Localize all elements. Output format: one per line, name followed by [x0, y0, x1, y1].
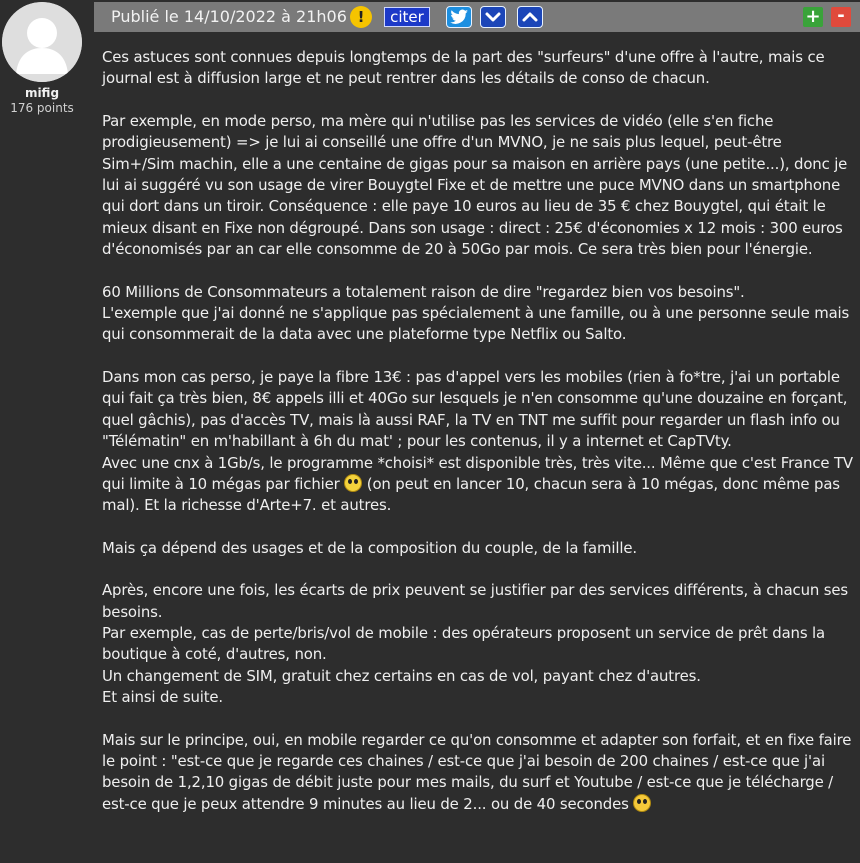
chevron-up-icon [518, 7, 542, 27]
paragraph [102, 111, 858, 261]
text-line: Et ainsi de suite. [102, 688, 224, 707]
quote-button[interactable]: citer [384, 7, 430, 27]
post-header [94, 2, 860, 32]
paragraph [102, 730, 858, 816]
author-panel [0, 0, 84, 115]
text-line: L'exemple que j'ai donné ne s'applique pas spécialement à une famille, ou à une personne seule mais qui consommerait de la data avec une plateforme type Netflix ou Salto. [102, 304, 850, 344]
default-avatar-icon [2, 2, 82, 82]
upvote-button[interactable]: + [803, 7, 823, 27]
comment-body [102, 47, 858, 836]
paragraph [102, 538, 858, 559]
scroll-up-button[interactable] [517, 6, 543, 28]
text-line: Dans mon cas perso, je paye la fibre 13€ : pas d'appel vers les mobiles (rien à fo*tre, j'ai un portable qui fait ça très bien, 8€ appels illi et 40Go sur lesquels je n'en consomme qu'une douzaine en forçant, quel gâchis), pas d'accès TV, mais là aussi RAF, la TV en TNT me suffit pour regarder un flash info ou "Télématin" en m'habillant à 6h du mat' ; pour les contenus, il y a internet et CapTVty. [102, 367, 848, 451]
text-line: Un changement de SIM, gratuit chez certains en cas de vol, payant chez d'autres. [102, 666, 701, 685]
paragraph [102, 580, 858, 708]
twitter-icon [447, 7, 471, 27]
avatar[interactable] [2, 2, 82, 82]
paragraph [102, 282, 858, 346]
text-line: Avec une cnx à 1Gb/s, le programme *choisi* est disponible très, très vite... Même que c'est France TV qui limite à 10 mégas par fichier [102, 453, 853, 493]
report-button[interactable] [350, 6, 372, 28]
scroll-down-button[interactable] [480, 6, 506, 28]
text-line: Mais sur le principe, oui, en mobile regarder ce qu'on consomme et adapter son forfait, et en fixe faire le point : "est-ce que je regarde ces chaines / est-ce que j'ai besoin de 200 chaines / est-ce que j'ai besoin de 1,2,10 gigas de débit juste pour mes mails, du surf et Youtube / est-ce que je télécharge / est-ce que je peux attendre 9 minutes au lieu de 2... ou de 40 secondes [102, 730, 852, 813]
smiling-emoji-icon [633, 794, 651, 812]
text-line: Mais ça dépend des usages et de la composition du couple, de la famille. [102, 538, 637, 557]
chevron-down-icon [481, 7, 505, 27]
paragraph [102, 367, 858, 517]
text-line: Par exemple, en mode perso, ma mère qui n'utilise pas les services de vidéo (elle s'en fiche prodigieusement) => je lui ai conseillé une offre d'un MVNO, je ne sais plus lequel, peut-être Sim+/Sim machin, elle a une centaine de gigas pour sa maison en arrière pays (une petite...), donc je lui ai suggéré vu son usage de virer Bouygtel Fixe et de mettre une puce MVNO dans un smartphone qui dort dans un tiroir. Conséquence : elle paye 10 euros au lieu de 35 € chez Bouygtel, qui était le mieux disant en Fixe non dégroupé. Dans son usage : direct : 25€ d'économies x 12 mois : 300 euros d'économisés par an car elle consomme de 20 à 50Go par mois. Ce sera très bien pour l'énergie. [102, 111, 848, 259]
published-date: Publié le 14/10/2022 à 21h06 [111, 7, 347, 26]
author-points: 176 points [10, 101, 74, 115]
text-line: Après, encore une fois, les écarts de prix peuvent se justifier par des services différents, à chacun ses besoins. [102, 581, 848, 621]
text-line: (on peut en lancer 10, chacun sera à 10 mégas, donc même pas mal). Et la richesse d'Arte+7. et autres. [102, 474, 840, 515]
author-name[interactable]: mifig [24, 86, 60, 100]
text-line: Ces astuces sont connues depuis longtemps de la part des "surfeurs" d'une offre à l'autre, mais ce journal est à diffusion large et ne peut rentrer dans les détails de conso de chacun. [102, 48, 825, 88]
downvote-button[interactable]: - [831, 7, 851, 27]
grinning-emoji-icon [344, 474, 362, 492]
text-line: 60 Millions de Consommateurs a totalement raison de dire "regardez bien vos besoins". [102, 282, 745, 301]
text-line: Par exemple, cas de perte/bris/vol de mobile : des opérateurs proposent un service de prêt dans la boutique à coté, d'autres, non. [102, 623, 825, 664]
paragraph [102, 47, 858, 90]
exclamation-icon: ! [357, 8, 365, 26]
twitter-share-button[interactable] [446, 6, 472, 28]
